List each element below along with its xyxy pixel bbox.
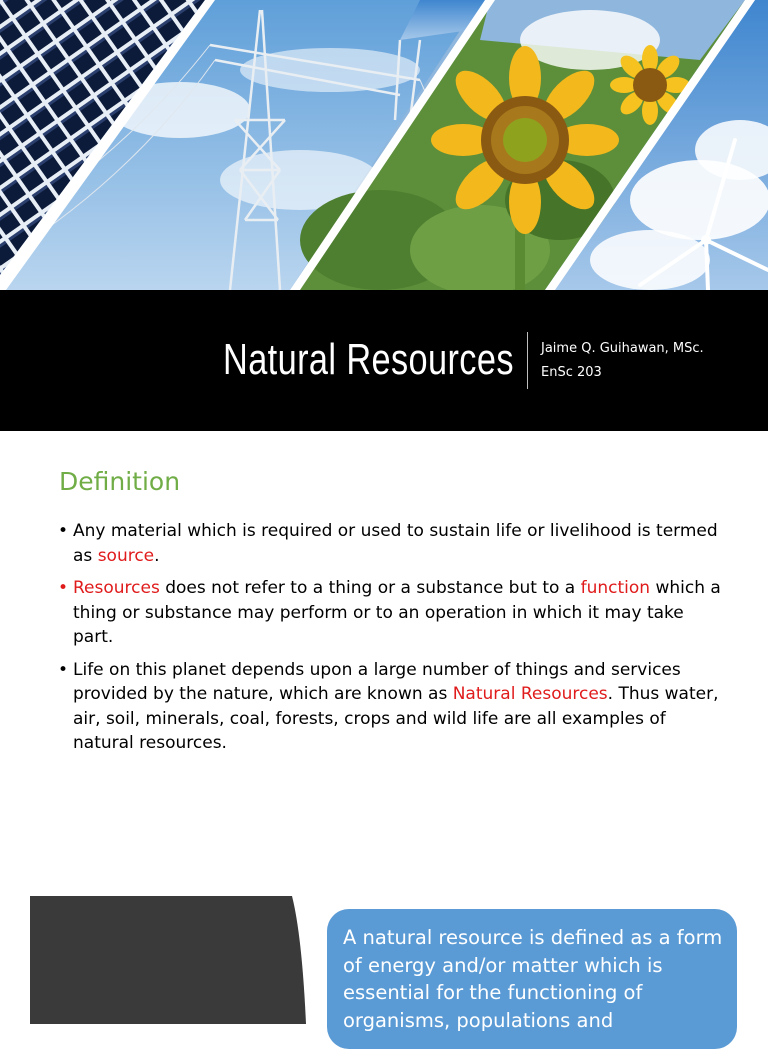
list-item xyxy=(58,658,728,756)
highlight-term: function xyxy=(580,578,651,598)
dark-graphic-panel xyxy=(30,896,310,1024)
bullet-text: which a thing or substance may perform or to an operation in which it may take part. xyxy=(73,578,721,647)
title-divider xyxy=(527,332,528,389)
list-item xyxy=(58,519,728,568)
course-code: EnSc 203 xyxy=(541,365,602,380)
bullet-text: . xyxy=(154,545,160,566)
bullet-text: Any material which is required or used to sustain life or livelihood is termed as xyxy=(73,521,718,566)
page-title: Natural Resources xyxy=(223,335,514,384)
highlight-term: Natural Resources xyxy=(452,684,608,704)
author-info xyxy=(541,337,704,385)
bullet-text: Life on this planet depends upon a large number of things and services provided by the nature, which are known as xyxy=(73,659,681,704)
callout-text: A natural resource is defined as a form of energy and/or matter which is essential for the functioning of organisms, populations and xyxy=(343,926,723,1032)
banner-collage xyxy=(0,0,768,290)
header-banner xyxy=(0,0,768,290)
highlight-term: source xyxy=(97,545,155,566)
definition-list xyxy=(58,519,728,764)
highlight-term: Resources xyxy=(73,578,160,598)
section-heading: Definition xyxy=(59,467,181,496)
bullet-text: . Thus water, air, soil, minerals, coal, forests, crops and wild life are all examples of natural resources. xyxy=(73,684,719,753)
list-item xyxy=(58,576,728,650)
author-name: Jaime Q. Guihawan, MSc. xyxy=(541,341,704,356)
bullet-text: does not refer to a thing or a substance but to a xyxy=(159,578,581,598)
